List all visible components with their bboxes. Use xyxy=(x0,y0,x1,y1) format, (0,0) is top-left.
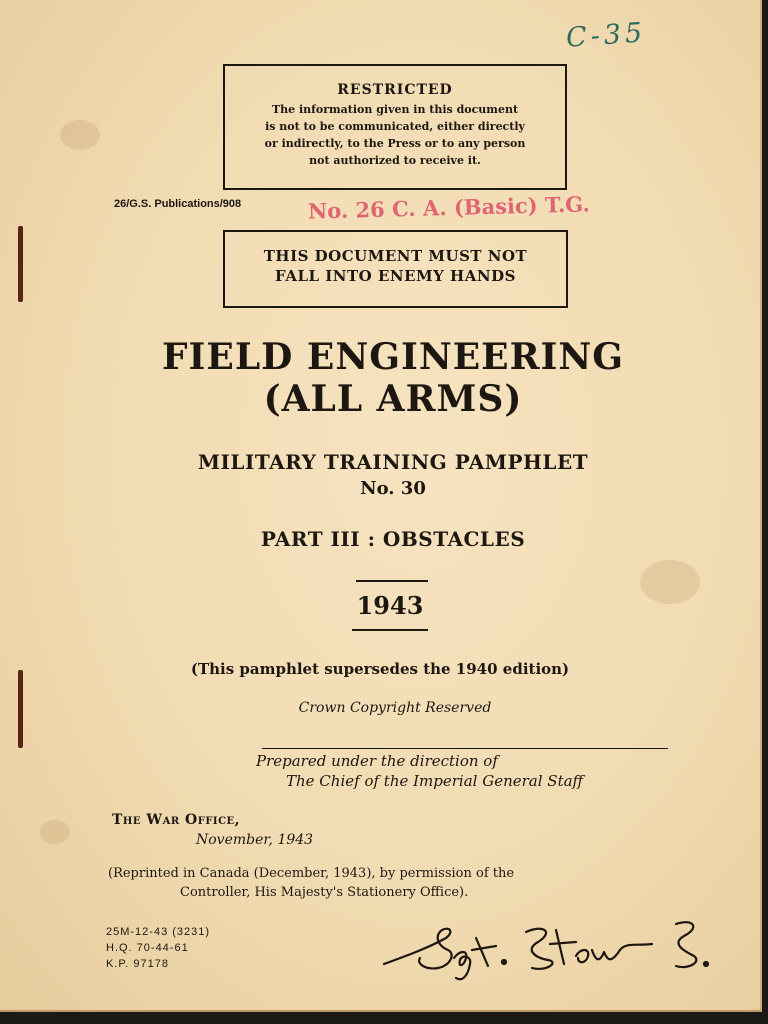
pamphlet-series: MILITARY TRAINING PAMPHLET xyxy=(197,450,589,474)
restricted-title: RESTRICTED xyxy=(337,82,453,98)
pamphlet-part: PART III : OBSTACLES xyxy=(260,527,526,551)
restricted-line: The information given in this document xyxy=(271,103,519,116)
enemy-warning-text xyxy=(225,246,566,286)
reprint-note-line-1: (Reprinted in Canada (December, 1943), by permission of the xyxy=(108,866,515,881)
restricted-line: not authorized to receive it. xyxy=(309,154,481,167)
reprint-note-line-2: Controller, His Majesty's Stationery Office). xyxy=(180,885,469,900)
restricted-text xyxy=(233,101,557,169)
print-code: H.Q. 70-44-61 xyxy=(106,942,189,954)
restricted-notice-box xyxy=(223,64,567,190)
copyright-notice: Crown Copyright Reserved xyxy=(298,700,492,716)
handwritten-signature xyxy=(376,906,716,986)
divider-rule xyxy=(352,629,428,631)
document-title xyxy=(0,336,762,420)
warning-line: THIS DOCUMENT MUST NOT xyxy=(263,247,528,265)
title-line: FIELD ENGINEERING xyxy=(161,336,625,378)
warning-line: FALL INTO ENEMY HANDS xyxy=(275,267,516,285)
publication-number: 26/G.S. Publications/908 xyxy=(114,198,242,210)
print-code: 25M-12-43 (3231) xyxy=(106,926,211,938)
enemy-warning-box xyxy=(223,230,568,308)
unit-stamp: No. 26 C. A. (Basic) T.G. xyxy=(307,191,591,224)
issue-date: November, 1943 xyxy=(196,832,314,848)
restricted-line: or indirectly, to the Press or to any person xyxy=(264,137,526,150)
paper-stain xyxy=(60,120,100,150)
paper-stain xyxy=(40,820,70,844)
divider-rule xyxy=(356,580,428,582)
print-codes xyxy=(106,924,210,972)
prepared-line-1: Prepared under the direction of xyxy=(256,752,498,770)
supersedes-note: (This pamphlet supersedes the 1940 edition) xyxy=(190,660,570,678)
divider-rule xyxy=(262,748,668,749)
handwritten-code: C-35 xyxy=(565,17,648,54)
staple-top xyxy=(18,226,23,302)
issuing-office: The War Office, xyxy=(112,812,241,828)
print-code: K.P. 97178 xyxy=(106,958,170,970)
title-line: (ALL ARMS) xyxy=(263,378,523,420)
prepared-line-2: The Chief of the Imperial General Staff xyxy=(286,772,584,790)
restricted-line: is not to be communicated, either directly xyxy=(265,120,525,133)
pamphlet-number: No. 30 xyxy=(360,478,426,499)
publication-year: 1943 xyxy=(356,591,424,620)
